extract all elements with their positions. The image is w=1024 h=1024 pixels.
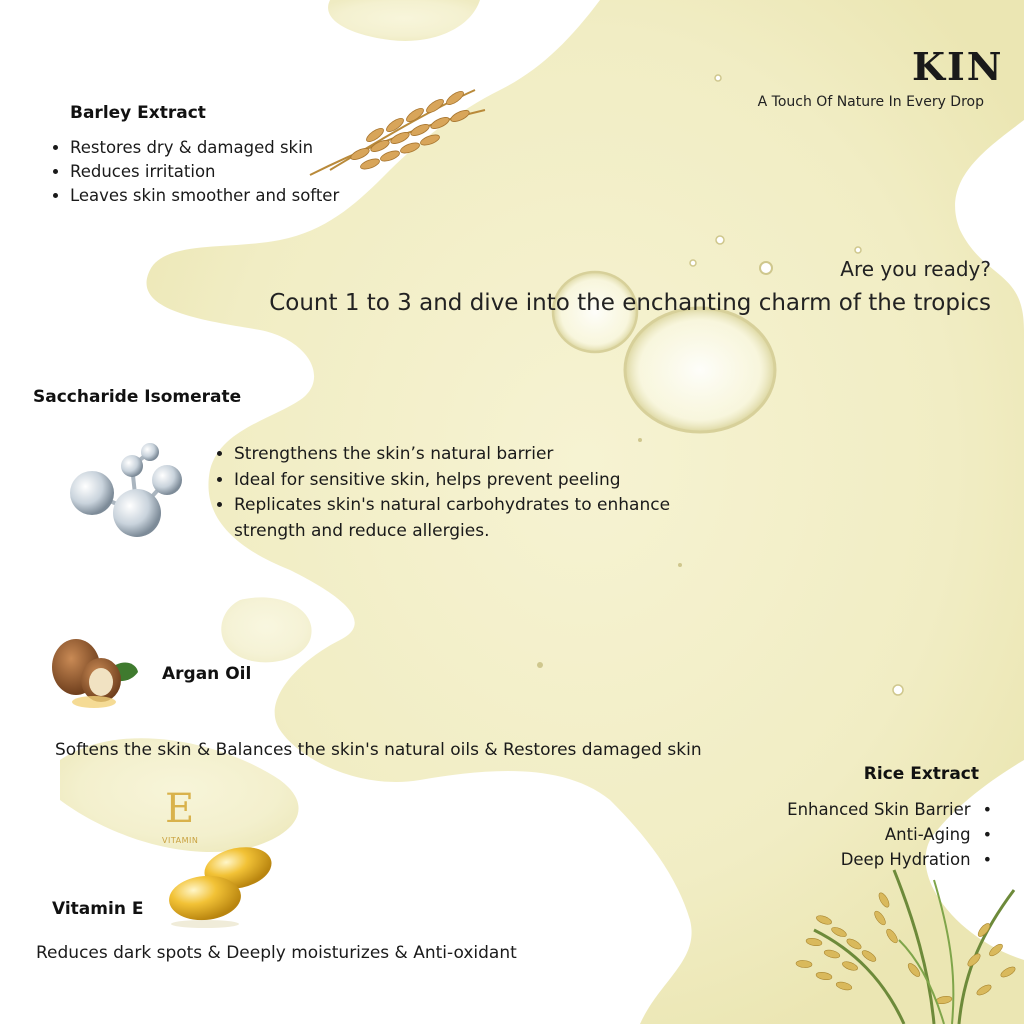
brand-tagline: A Touch Of Nature In Every Drop [757, 94, 984, 110]
vitamin-capsule-icon [160, 840, 280, 930]
vitamin-e-title: Vitamin E [52, 899, 144, 919]
saccharide-title: Saccharide Isomerate [33, 387, 242, 407]
rice-plant-icon [784, 860, 1024, 1024]
list-item: Enhanced Skin Barrier • [787, 797, 992, 822]
hero-question: Are you ready? [840, 257, 991, 281]
saccharide-benefits-list [216, 442, 674, 544]
list-item: • Replicates skin's natural carbohydrates to enhance strength and reduce allergies. [234, 493, 674, 544]
list-item: • Strengthens the skin’s natural barrier [234, 442, 674, 468]
brand-logo: KIN [912, 44, 1004, 89]
list-item: Anti-Aging • [787, 822, 992, 847]
list-item: • Ideal for sensitive skin, helps prevent peeling [234, 468, 674, 494]
argan-description: Softens the skin & Balances the skin's natural oils & Restores damaged skin [55, 740, 702, 760]
large-bubble [625, 308, 775, 432]
hero-line: Count 1 to 3 and dive into the enchanting charm of the tropics [269, 290, 991, 316]
vitamin-e-description: Reduces dark spots & Deeply moisturizes & Anti-oxidant [36, 943, 517, 963]
vitamin-e-badge-letter: E [165, 786, 195, 832]
list-item: Deep Hydration • [787, 847, 992, 872]
barley-benefits-list [52, 136, 339, 208]
list-item: • Restores dry & damaged skin [70, 136, 339, 160]
argan-nut-icon [46, 632, 141, 712]
list-item: • Reduces irritation [70, 160, 339, 184]
molecule-icon [62, 438, 192, 543]
barley-title: Barley Extract [70, 103, 206, 123]
vitamin-e-badge-word: VITAMIN [162, 836, 199, 845]
argan-title: Argan Oil [162, 664, 252, 684]
wheat-stalk-icon [300, 80, 490, 180]
list-item: • Leaves skin smoother and softer [70, 184, 339, 208]
rice-title: Rice Extract [863, 764, 979, 784]
